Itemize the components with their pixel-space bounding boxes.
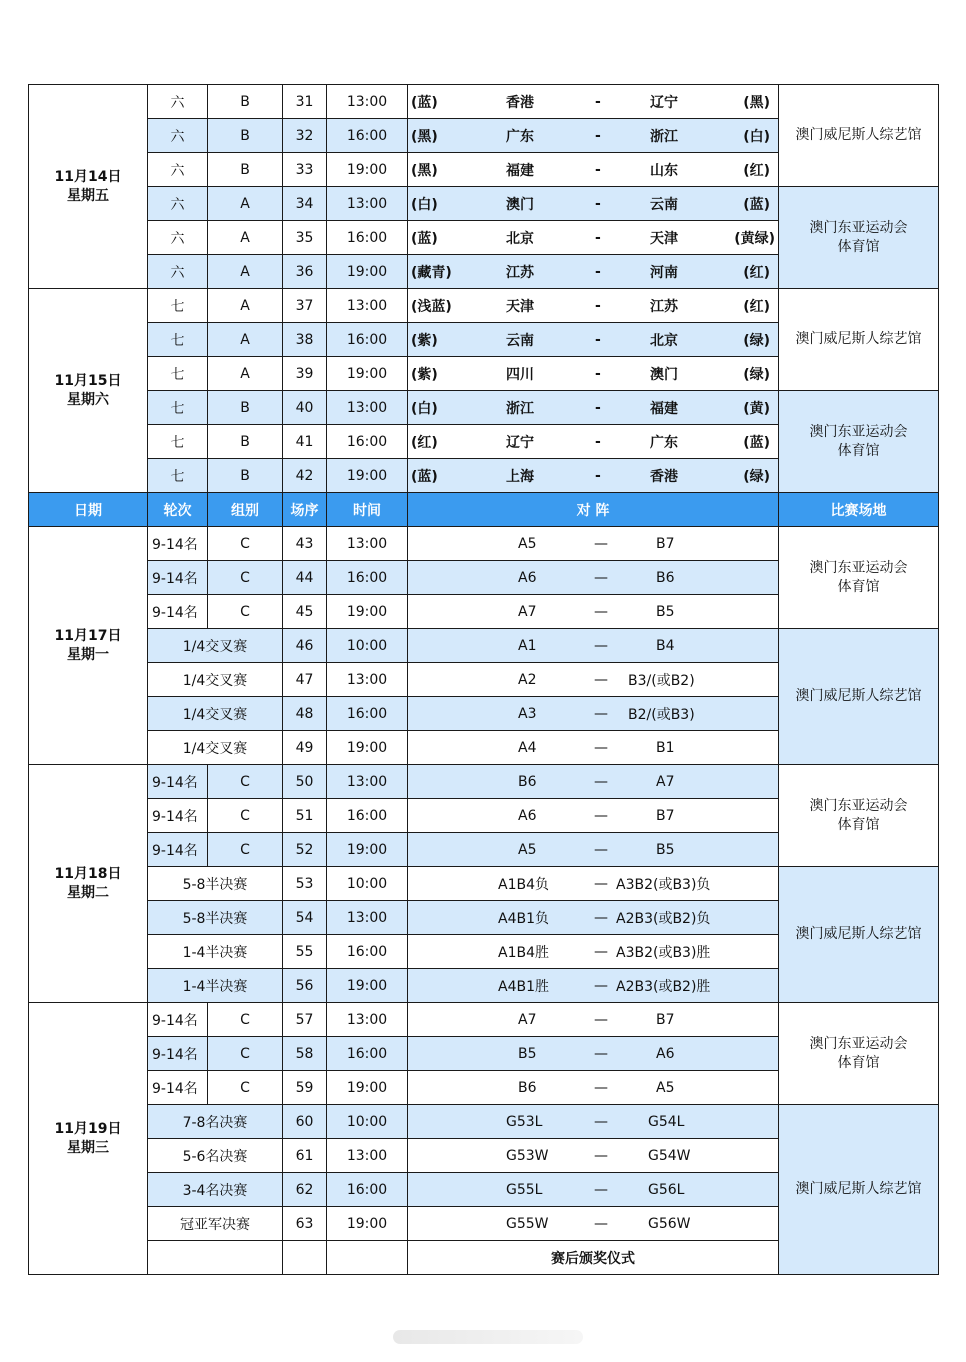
game-number: 60 <box>283 1105 327 1139</box>
time-cell: 13:00 <box>327 1139 408 1173</box>
time-cell: 16:00 <box>327 561 408 595</box>
group-cell: A <box>208 289 283 323</box>
group-cell: C <box>208 799 283 833</box>
round-cell: 七 <box>148 323 208 357</box>
game-number: 41 <box>283 425 327 459</box>
game-number: 58 <box>283 1037 327 1071</box>
group-cell: C <box>208 1071 283 1105</box>
empty-cell <box>327 1241 408 1275</box>
round-cell: 5-6名决赛 <box>148 1139 283 1173</box>
game-number: 61 <box>283 1139 327 1173</box>
matchup: (蓝) 香港 - 辽宁 (黑) <box>408 85 779 119</box>
game-number: 45 <box>283 595 327 629</box>
header-match: 对 阵 <box>408 493 779 527</box>
time-cell: 13:00 <box>327 289 408 323</box>
game-number: 49 <box>283 731 327 765</box>
date-cell: 11月18日 星期二 <box>29 765 148 1003</box>
matchup: A5 — B5 <box>408 833 779 867</box>
time-cell: 19:00 <box>327 357 408 391</box>
time-cell: 19:00 <box>327 595 408 629</box>
matchup: A1B4负 — A3B2(或B3)负 <box>408 867 779 901</box>
round-cell: 六 <box>148 153 208 187</box>
game-number: 47 <box>283 663 327 697</box>
time-cell: 13:00 <box>327 901 408 935</box>
matchup: A4 — B1 <box>408 731 779 765</box>
matchup: (藏青) 江苏 - 河南 (红) <box>408 255 779 289</box>
round-cell: 9-14名 <box>148 1003 208 1037</box>
date-cell: 11月14日 星期五 <box>29 85 148 289</box>
matchup: A1 — B4 <box>408 629 779 663</box>
round-cell: 冠亚军决赛 <box>148 1207 283 1241</box>
round-cell: 六 <box>148 221 208 255</box>
time-cell: 19:00 <box>327 153 408 187</box>
matchup: G55W — G56W <box>408 1207 779 1241</box>
matchup: A7 — B7 <box>408 1003 779 1037</box>
group-cell: B <box>208 391 283 425</box>
header-group: 组别 <box>208 493 283 527</box>
round-cell: 1-4半决赛 <box>148 935 283 969</box>
game-number: 42 <box>283 459 327 493</box>
game-number: 53 <box>283 867 327 901</box>
group-cell: B <box>208 425 283 459</box>
date-cell: 11月19日 星期三 <box>29 1003 148 1275</box>
game-number: 55 <box>283 935 327 969</box>
time-cell: 13:00 <box>327 85 408 119</box>
game-number: 48 <box>283 697 327 731</box>
round-cell: 1-4半决赛 <box>148 969 283 1003</box>
time-cell: 16:00 <box>327 221 408 255</box>
empty-cell <box>148 1241 283 1275</box>
matchup: (蓝) 上海 - 香港 (绿) <box>408 459 779 493</box>
venue-cell: 澳门东亚运动会 体育馆 <box>779 527 939 629</box>
matchup: (紫) 云南 - 北京 (绿) <box>408 323 779 357</box>
game-number: 62 <box>283 1173 327 1207</box>
time-cell: 13:00 <box>327 187 408 221</box>
round-cell: 七 <box>148 459 208 493</box>
game-number: 31 <box>283 85 327 119</box>
venue-cell: 澳门威尼斯人综艺馆 <box>779 289 939 391</box>
round-cell: 七 <box>148 391 208 425</box>
game-number: 43 <box>283 527 327 561</box>
group-cell: B <box>208 85 283 119</box>
time-cell: 10:00 <box>327 1105 408 1139</box>
venue-cell: 澳门威尼斯人综艺馆 <box>779 629 939 765</box>
game-number: 38 <box>283 323 327 357</box>
date-cell: 11月15日 星期六 <box>29 289 148 493</box>
game-number: 52 <box>283 833 327 867</box>
matchup: (黑) 福建 - 山东 (红) <box>408 153 779 187</box>
matchup: A1B4胜 — A3B2(或B3)胜 <box>408 935 779 969</box>
round-cell: 七 <box>148 425 208 459</box>
time-cell: 16:00 <box>327 697 408 731</box>
time-cell: 13:00 <box>327 527 408 561</box>
matchup: (白) 澳门 - 云南 (蓝) <box>408 187 779 221</box>
time-cell: 13:00 <box>327 1003 408 1037</box>
group-cell: A <box>208 187 283 221</box>
watermark-bar <box>393 1330 583 1344</box>
round-cell: 1/4交叉赛 <box>148 731 283 765</box>
game-number: 44 <box>283 561 327 595</box>
matchup: (红) 辽宁 - 广东 (蓝) <box>408 425 779 459</box>
round-cell: 六 <box>148 119 208 153</box>
matchup: (浅蓝) 天津 - 江苏 (红) <box>408 289 779 323</box>
ceremony-cell: 赛后颁奖仪式 <box>408 1241 779 1275</box>
round-cell: 六 <box>148 85 208 119</box>
matchup: G53L — G54L <box>408 1105 779 1139</box>
matchup: (紫) 四川 - 澳门 (绿) <box>408 357 779 391</box>
venue-cell: 澳门威尼斯人综艺馆 <box>779 867 939 1003</box>
header-round: 轮次 <box>148 493 208 527</box>
header-venue: 比赛场地 <box>779 493 939 527</box>
round-cell: 9-14名 <box>148 1071 208 1105</box>
game-number: 54 <box>283 901 327 935</box>
group-cell: A <box>208 255 283 289</box>
round-cell: 9-14名 <box>148 561 208 595</box>
time-cell: 13:00 <box>327 663 408 697</box>
time-cell: 16:00 <box>327 1173 408 1207</box>
round-cell: 1/4交叉赛 <box>148 697 283 731</box>
game-number: 33 <box>283 153 327 187</box>
matchup: G55L — G56L <box>408 1173 779 1207</box>
game-number: 39 <box>283 357 327 391</box>
time-cell: 16:00 <box>327 1037 408 1071</box>
group-cell: B <box>208 459 283 493</box>
schedule-table <box>28 84 939 1275</box>
matchup: B6 — A5 <box>408 1071 779 1105</box>
game-number: 36 <box>283 255 327 289</box>
group-cell: C <box>208 1037 283 1071</box>
header-row <box>29 493 939 527</box>
matchup: A2 — B3/(或B2) <box>408 663 779 697</box>
time-cell: 19:00 <box>327 833 408 867</box>
matchup: A6 — B7 <box>408 799 779 833</box>
time-cell: 13:00 <box>327 765 408 799</box>
time-cell: 19:00 <box>327 255 408 289</box>
venue-cell: 澳门东亚运动会 体育馆 <box>779 391 939 493</box>
round-cell: 9-14名 <box>148 799 208 833</box>
group-cell: B <box>208 153 283 187</box>
matchup: A6 — B6 <box>408 561 779 595</box>
matchup: A7 — B5 <box>408 595 779 629</box>
group-cell: C <box>208 765 283 799</box>
round-cell: 7-8名决赛 <box>148 1105 283 1139</box>
round-cell: 9-14名 <box>148 765 208 799</box>
game-number: 56 <box>283 969 327 1003</box>
matchup: A4B1胜 — A2B3(或B2)胜 <box>408 969 779 1003</box>
group-cell: C <box>208 561 283 595</box>
matchup: B6 — A7 <box>408 765 779 799</box>
empty-cell <box>283 1241 327 1275</box>
group-cell: C <box>208 595 283 629</box>
venue-cell: 澳门东亚运动会 体育馆 <box>779 1003 939 1105</box>
round-cell: 9-14名 <box>148 833 208 867</box>
matchup: A4B1负 — A2B3(或B2)负 <box>408 901 779 935</box>
venue-cell: 澳门东亚运动会 体育馆 <box>779 765 939 867</box>
date-cell: 11月17日 星期一 <box>29 527 148 765</box>
round-cell: 9-14名 <box>148 595 208 629</box>
time-cell: 16:00 <box>327 119 408 153</box>
group-cell: B <box>208 119 283 153</box>
game-number: 46 <box>283 629 327 663</box>
group-cell: C <box>208 833 283 867</box>
game-number: 51 <box>283 799 327 833</box>
matchup: G53W — G54W <box>408 1139 779 1173</box>
group-cell: A <box>208 221 283 255</box>
game-number: 50 <box>283 765 327 799</box>
header-time: 时间 <box>327 493 408 527</box>
game-number: 40 <box>283 391 327 425</box>
round-cell: 六 <box>148 255 208 289</box>
matchup: A5 — B7 <box>408 527 779 561</box>
game-number: 57 <box>283 1003 327 1037</box>
group-cell: A <box>208 357 283 391</box>
round-cell: 5-8半决赛 <box>148 867 283 901</box>
round-cell: 1/4交叉赛 <box>148 663 283 697</box>
round-cell: 5-8半决赛 <box>148 901 283 935</box>
round-cell: 3-4名决赛 <box>148 1173 283 1207</box>
header-date: 日期 <box>29 493 148 527</box>
venue-cell: 澳门东亚运动会 体育馆 <box>779 187 939 289</box>
game-number: 63 <box>283 1207 327 1241</box>
time-cell: 10:00 <box>327 629 408 663</box>
game-number: 32 <box>283 119 327 153</box>
header-game: 场序 <box>283 493 327 527</box>
time-cell: 19:00 <box>327 969 408 1003</box>
time-cell: 19:00 <box>327 1071 408 1105</box>
venue-cell: 澳门威尼斯人综艺馆 <box>779 1105 939 1275</box>
matchup: B5 — A6 <box>408 1037 779 1071</box>
venue-cell: 澳门威尼斯人综艺馆 <box>779 85 939 187</box>
matchup: A3 — B2/(或B3) <box>408 697 779 731</box>
round-cell: 七 <box>148 357 208 391</box>
round-cell: 七 <box>148 289 208 323</box>
round-cell: 9-14名 <box>148 1037 208 1071</box>
time-cell: 16:00 <box>327 323 408 357</box>
matchup: (蓝) 北京 - 天津 (黄绿) <box>408 221 779 255</box>
time-cell: 16:00 <box>327 425 408 459</box>
group-cell: C <box>208 1003 283 1037</box>
time-cell: 10:00 <box>327 867 408 901</box>
round-cell: 六 <box>148 187 208 221</box>
game-number: 59 <box>283 1071 327 1105</box>
time-cell: 19:00 <box>327 731 408 765</box>
game-number: 35 <box>283 221 327 255</box>
group-cell: A <box>208 323 283 357</box>
time-cell: 16:00 <box>327 799 408 833</box>
time-cell: 16:00 <box>327 935 408 969</box>
game-number: 34 <box>283 187 327 221</box>
round-cell: 9-14名 <box>148 527 208 561</box>
matchup: (白) 浙江 - 福建 (黄) <box>408 391 779 425</box>
time-cell: 19:00 <box>327 1207 408 1241</box>
time-cell: 19:00 <box>327 459 408 493</box>
time-cell: 13:00 <box>327 391 408 425</box>
group-cell: C <box>208 527 283 561</box>
matchup: (黑) 广东 - 浙江 (白) <box>408 119 779 153</box>
game-number: 37 <box>283 289 327 323</box>
round-cell: 1/4交叉赛 <box>148 629 283 663</box>
